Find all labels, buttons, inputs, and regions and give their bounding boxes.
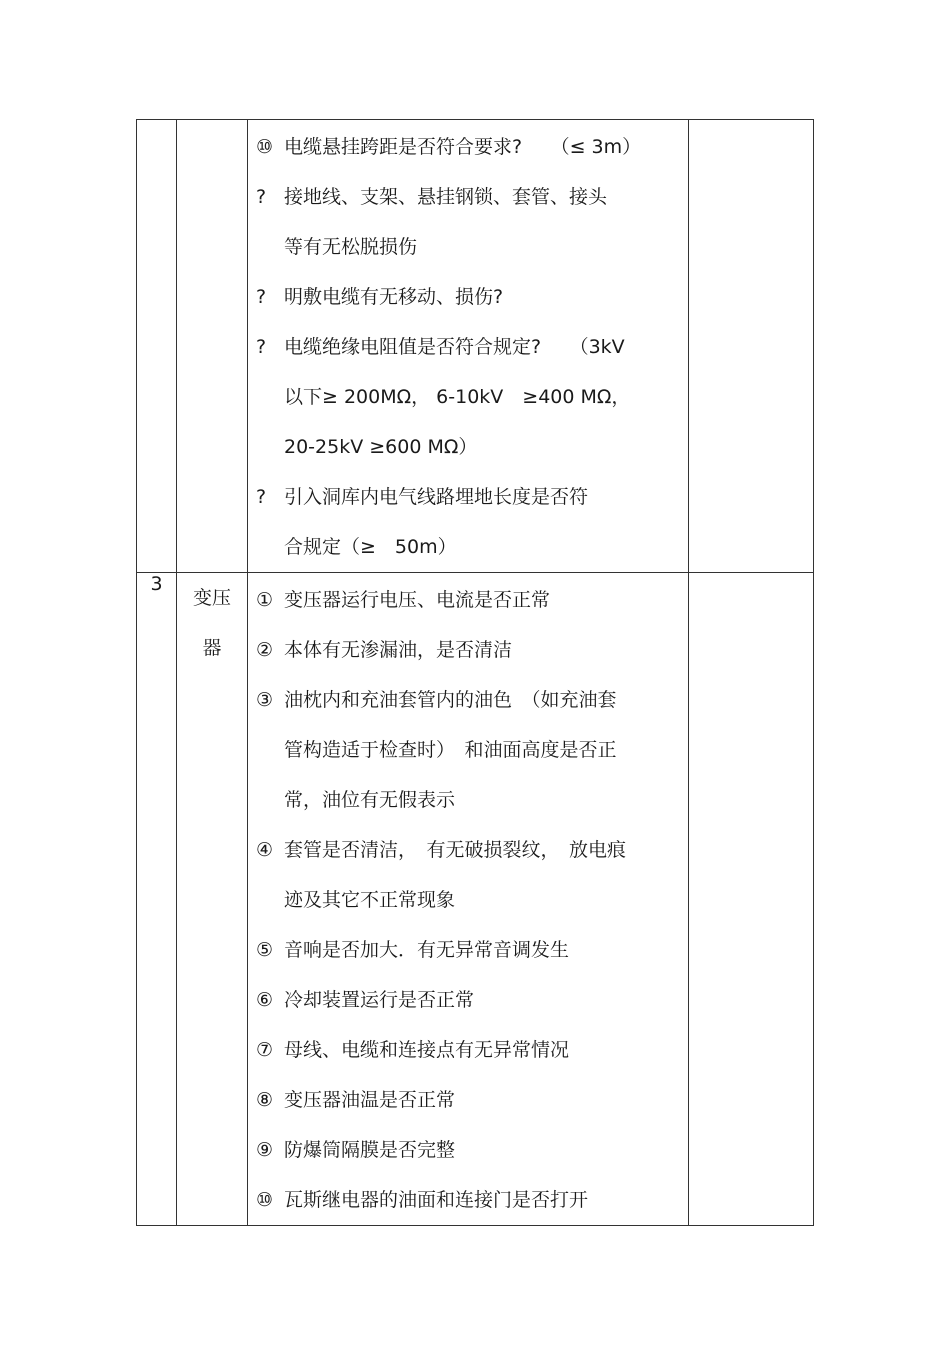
item-marker: ② — [256, 639, 274, 661]
item-text — [284, 1025, 688, 1075]
item-marker: ? — [256, 486, 267, 508]
check-item — [256, 625, 688, 675]
item-marker: ⑩ — [256, 136, 274, 158]
item-marker: ⑩ — [256, 1189, 274, 1211]
item-marker: ⑨ — [256, 1139, 274, 1161]
item-text — [284, 1125, 688, 1175]
device-cell — [177, 120, 248, 573]
item-marker: ① — [256, 589, 274, 611]
check-item — [256, 472, 688, 572]
item-marker: ? — [256, 286, 267, 308]
check-item — [256, 675, 688, 825]
item-text-line: 瓦斯继电器的油面和连接门是否打开 — [284, 1189, 589, 1211]
item-text-line: 电缆悬挂跨距是否符合要求? （≤ 3m） — [284, 136, 642, 158]
check-item — [256, 825, 688, 925]
item-text — [284, 172, 688, 272]
item-text-line: 合规定（≥ 50m） — [284, 536, 457, 558]
item-text — [284, 1075, 688, 1125]
item-text-line: 接地线、支架、悬挂钢锁、套管、接头 — [284, 186, 608, 208]
device-cell — [177, 573, 248, 1226]
item-text-line: 等有无松脱损伤 — [284, 236, 418, 258]
item-marker: ⑦ — [256, 1039, 274, 1061]
item-text — [284, 1175, 688, 1225]
item-text-line: 变压器油温是否正常 — [284, 1089, 456, 1111]
device-name: 变压器 — [192, 587, 231, 659]
row-number-cell — [137, 573, 177, 1226]
table-row — [137, 120, 814, 573]
check-item — [256, 575, 688, 625]
item-text — [284, 272, 688, 322]
check-items-list — [248, 573, 688, 1225]
item-text-line: 冷却装置运行是否正常 — [284, 989, 475, 1011]
item-text-line: 20-25kV ≥600 MΩ） — [284, 436, 478, 458]
row-number: 3 — [150, 573, 163, 595]
item-text-line: 变压器运行电压、电流是否正常 — [284, 589, 551, 611]
item-text-line: 以下≥ 200MΩ， 6-10kV ≥400 MΩ， — [284, 386, 631, 408]
item-text — [284, 472, 688, 572]
item-text-line: 本体有无渗漏油，是否清洁 — [284, 639, 513, 661]
item-marker: ⑥ — [256, 989, 274, 1011]
item-marker: ④ — [256, 839, 274, 861]
item-marker: ? — [256, 336, 267, 358]
check-item — [256, 322, 688, 472]
check-item — [256, 925, 688, 975]
check-item — [256, 975, 688, 1025]
item-text — [284, 625, 688, 675]
item-text-line: 电缆绝缘电阻值是否符合规定? （3kV — [284, 336, 625, 358]
item-text-line: 防爆筒隔膜是否完整 — [284, 1139, 456, 1161]
result-cell — [689, 573, 814, 1226]
check-item — [256, 272, 688, 322]
check-items-cell — [248, 120, 689, 573]
row-number-cell — [137, 120, 177, 573]
item-text — [284, 575, 688, 625]
item-marker: ⑧ — [256, 1089, 274, 1111]
check-items-list — [248, 120, 688, 572]
check-item — [256, 1025, 688, 1075]
check-items-cell — [248, 573, 689, 1226]
item-text — [284, 925, 688, 975]
item-marker: ? — [256, 186, 267, 208]
item-text — [284, 675, 688, 825]
item-text-line: 音响是否加大．有无异常音调发生 — [284, 939, 570, 961]
item-text-line: 迹及其它不正常现象 — [284, 889, 456, 911]
item-marker: ③ — [256, 689, 274, 711]
check-item — [256, 1175, 688, 1225]
check-item — [256, 122, 688, 172]
check-item — [256, 1125, 688, 1175]
table-row — [137, 573, 814, 1226]
item-text-line: 明敷电缆有无移动、损伤? — [284, 286, 504, 308]
item-text-line: 母线、电缆和连接点有无异常情况 — [284, 1039, 570, 1061]
item-text — [284, 975, 688, 1025]
inspection-table — [136, 119, 814, 1226]
item-text-line: 管构造适于检查时） 和油面高度是否正 — [284, 739, 617, 761]
item-text-line: 引入洞库内电气线路埋地长度是否符 — [284, 486, 589, 508]
item-marker: ⑤ — [256, 939, 274, 961]
check-item — [256, 172, 688, 272]
item-text-line: 油枕内和充油套管内的油色 （如充油套 — [284, 689, 617, 711]
result-cell — [689, 120, 814, 573]
item-text — [284, 825, 688, 925]
item-text-line: 套管是否清洁， 有无破损裂纹， 放电痕 — [284, 839, 627, 861]
item-text — [284, 122, 688, 172]
item-text-line: 常，油位有无假表示 — [284, 789, 456, 811]
item-text — [284, 322, 688, 472]
check-item — [256, 1075, 688, 1125]
